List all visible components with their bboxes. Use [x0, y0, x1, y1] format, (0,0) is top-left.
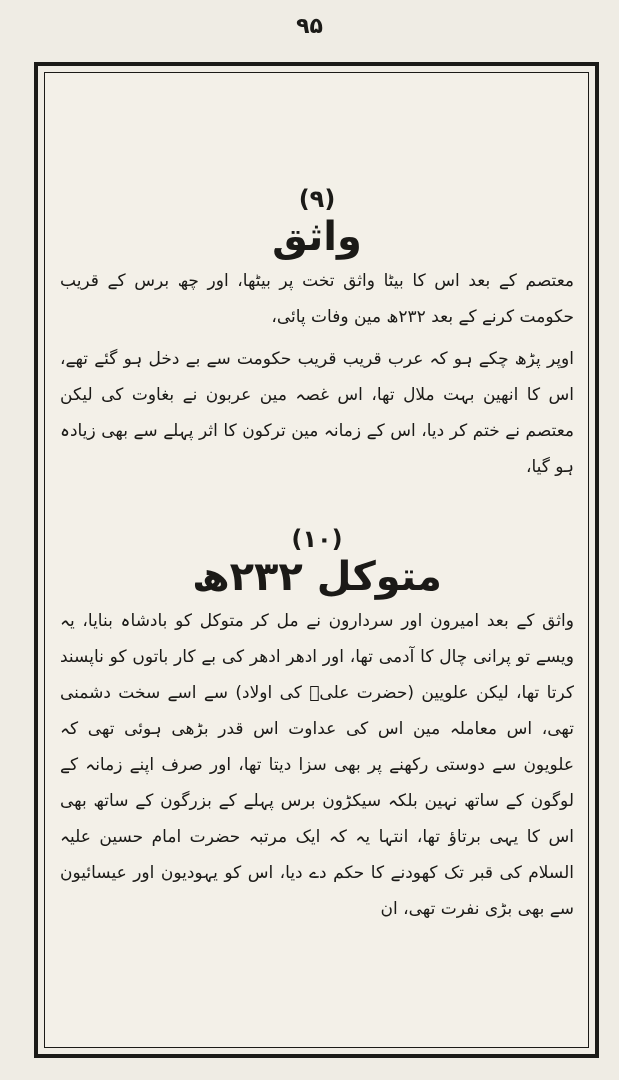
page-number: ۹۵	[296, 14, 323, 39]
paragraph: اوپر پڑھ چکے ہو کہ عرب قریب قریب حکومت سے بے دخل ہو گئے تھے، اس کا انھین بہت ملال تھا، اس غصہ مین عربون نے بغاوت کی لیکن معتصم نے ختم کر دیا، اس کے زمانہ مین ترکون کا اثر پہلے سے بھی زیادہ ہو گیا،	[60, 349, 574, 477]
page-content	[60, 80, 574, 1040]
section-title: متوکل ۲۳۲ھ	[192, 554, 442, 600]
section-number: (۱۰)	[291, 525, 343, 553]
section-number: (۹)	[298, 185, 336, 213]
paragraph: واثق کے بعد امیرون اور سردارون نے مل کر متوکل کو بادشاہ بنایا، یہ ویسے تو پرانی چال کا آدمی تھا، اور ادھر ادھر کی بے کار باتوں کو ناپسند کرتا تھا، لیکن علویین (حضرت علیؓ کی اولاد) سے اسے سخت دشمنی تھی، اس معاملہ مین اس کی عداوت اس قدر بڑھی ہوئی تھی کہ علویون سے دوستی رکھنے پر بھی سزا دیتا تھا، اور صرف اپنے زمانہ کے لوگون کے ساتھ نہین بلکہ سیکڑون برس پہلے کے بزرگون کے ساتھ بھی اس کا یہی برتاؤ تھا، انتہا یہ کہ ایک مرتبہ حضرت امام حسین علیہ السلام کی قبر تک کھودنے کا حکم دے دیا، اس کو یہودیون اور عیسائیون سے بھی بڑی نفرت تھی، ان	[60, 611, 574, 919]
paragraph: معتصم کے بعد اس کا بیٹا واثق تخت پر بیٹھا، اور چھ برس کے قریب حکومت کرنے کے بعد ۲۳۲ھ مین وفات پائی،	[60, 271, 574, 327]
section-title: واثق	[272, 214, 362, 260]
